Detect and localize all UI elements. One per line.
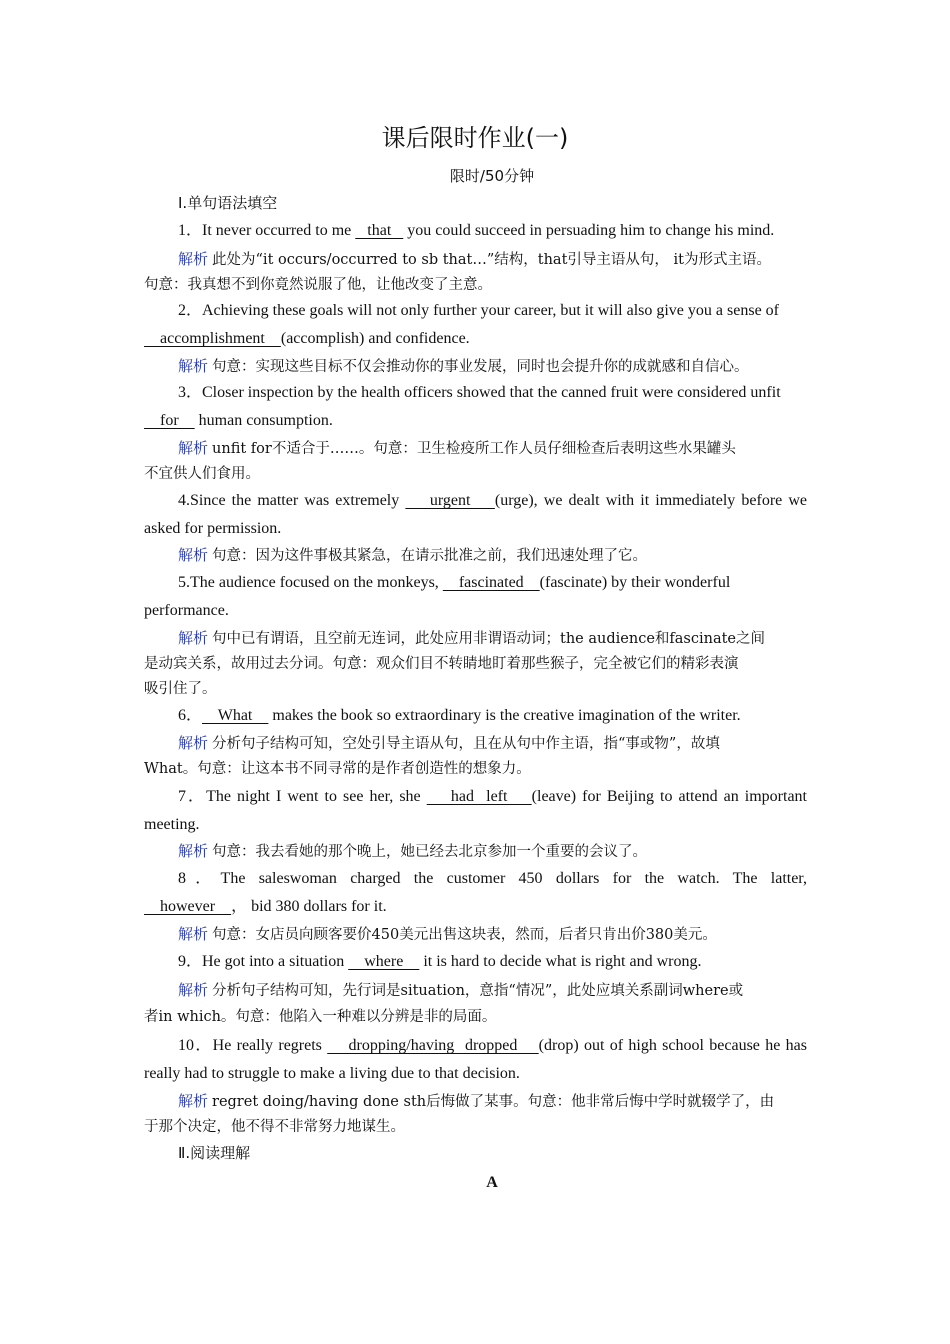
explanation-10-line-2: 于那个决定，他不得不非常努力地谋生。 <box>144 1119 405 1135</box>
answer-blank: where <box>348 953 420 970</box>
question-4: 4.Since the matter was extremely urgent (urge), we dealt with it immediately before we <box>178 492 807 509</box>
explanation-label: 解析 <box>178 250 209 268</box>
question-4-line-2: asked for permission. <box>144 520 282 537</box>
passage-label: A <box>486 1174 498 1191</box>
explanation-3-line-2: 不宜供人们食用。 <box>144 466 260 482</box>
explanation-label: 解析 <box>178 842 209 860</box>
question-3: 3．Closer inspection by the health officers showed that the canned fruit were considered unfit <box>178 384 781 401</box>
answer-blank: What <box>202 707 269 724</box>
question-9: 9．He got into a situation where it is hard to decide what is right and wrong. <box>178 953 702 970</box>
question-6: 6． What makes the book so extraordinary is the creative imagination of the writer. <box>178 707 741 724</box>
question-3-line-2: for human consumption. <box>144 412 333 429</box>
answer-blank: accomplishment <box>144 330 281 347</box>
explanation-3: 解析 unfit for不适合于……。句意：卫生检疫所工作人员仔细检查后表明这些水果罐头 <box>178 439 736 457</box>
question-2-line-2: accomplishment (accomplish) and confidence. <box>144 330 470 347</box>
explanation-label: 解析 <box>178 1092 209 1110</box>
page-title: 课后限时作业(一) <box>381 124 569 152</box>
explanation-6-line-2: What。句意：让这本书不同寻常的是作者创造性的想象力。 <box>144 761 531 777</box>
answer-blank: urgent <box>405 492 495 509</box>
time-limit: 限时/50分钟 <box>449 167 535 185</box>
section-heading-reading: Ⅱ.阅读理解 <box>178 1144 251 1162</box>
explanation-9-line-2: 者in which。句意：他陷入一种难以分辨是非的局面。 <box>144 1009 497 1025</box>
question-7: 7．The night I went to see her, she had left (leave) for Beijing to attend an important <box>178 788 807 805</box>
question-8-line-2: however ， bid 380 dollars for it. <box>144 898 387 915</box>
answer-blank: had left <box>426 788 532 805</box>
explanation-6: 解析 分析句子结构可知，空处引导主语从句，且在从句中作主语，指“事或物”，故填 <box>178 734 720 752</box>
explanation-1-line-2: 句意：我真想不到你竟然说服了他，让他改变了主意。 <box>144 277 492 293</box>
question-10-line-2: really had to struggle to make a living due to that decision. <box>144 1065 520 1082</box>
question-5: 5.The audience focused on the monkeys, fascinated (fascinate) by their wonderful <box>178 574 731 591</box>
explanation-label: 解析 <box>178 629 209 647</box>
explanation-5-line-3: 吸引住了。 <box>144 681 217 697</box>
answer-blank: fascinated <box>442 574 540 591</box>
explanation-label: 解析 <box>178 925 209 943</box>
question-8: 8．The saleswoman charged the customer 450 dollars for the watch. The latter, <box>178 870 807 887</box>
explanation-4: 解析 句意：因为这件事极其紧急，在请示批准之前，我们迅速处理了它。 <box>178 546 648 564</box>
explanation-5: 解析 句中已有谓语，且空前无连词，此处应用非谓语动词；the audience和fascinate之间 <box>178 629 765 647</box>
question-2: 2．Achieving these goals will not only further your career, but it will also give you a sense of <box>178 302 779 319</box>
question-7-line-2: meeting. <box>144 816 200 833</box>
question-5-line-2: performance. <box>144 602 229 619</box>
explanation-2: 解析 句意：实现这些目标不仅会推动你的事业发展，同时也会提升你的成就感和自信心。 <box>178 357 749 375</box>
explanation-8: 解析 句意：女店员向顾客要价450美元出售这块表，然而，后者只肯出价380美元。 <box>178 925 717 943</box>
explanation-7: 解析 句意：我去看她的那个晚上，她已经去北京参加一个重要的会议了。 <box>178 842 648 860</box>
explanation-label: 解析 <box>178 357 209 375</box>
answer-blank: dropping/having dropped <box>327 1037 539 1054</box>
explanation-5-line-2: 是动宾关系，故用过去分词。句意：观众们目不转睛地盯着那些猴子，完全被它们的精彩表演 <box>144 656 739 672</box>
answer-blank: however <box>144 898 232 915</box>
section-heading-grammar: Ⅰ.单句语法填空 <box>178 194 278 212</box>
explanation-10: 解析 regret doing/having done sth后悔做了某事。句意：他非常后悔中学时就辍学了，由 <box>178 1092 775 1110</box>
explanation-label: 解析 <box>178 546 209 564</box>
answer-blank: that <box>355 222 404 239</box>
explanation-label: 解析 <box>178 439 209 457</box>
explanation-9: 解析 分析句子结构可知，先行词是situation，意指“情况”，此处应填关系副词where或 <box>178 981 744 999</box>
explanation-label: 解析 <box>178 981 209 999</box>
explanation-1: 解析 此处为“it occurs/occurred to sb that…”结构，that引导主语从句， it为形式主语。 <box>178 250 771 268</box>
explanation-label: 解析 <box>178 734 209 752</box>
answer-blank: for <box>144 412 195 429</box>
question-10: 10．He really regrets dropping/having dropped (drop) out of high school because he has <box>178 1037 807 1054</box>
question-1: 1．It never occurred to me that you could succeed in persuading him to change his mind. <box>178 222 775 239</box>
